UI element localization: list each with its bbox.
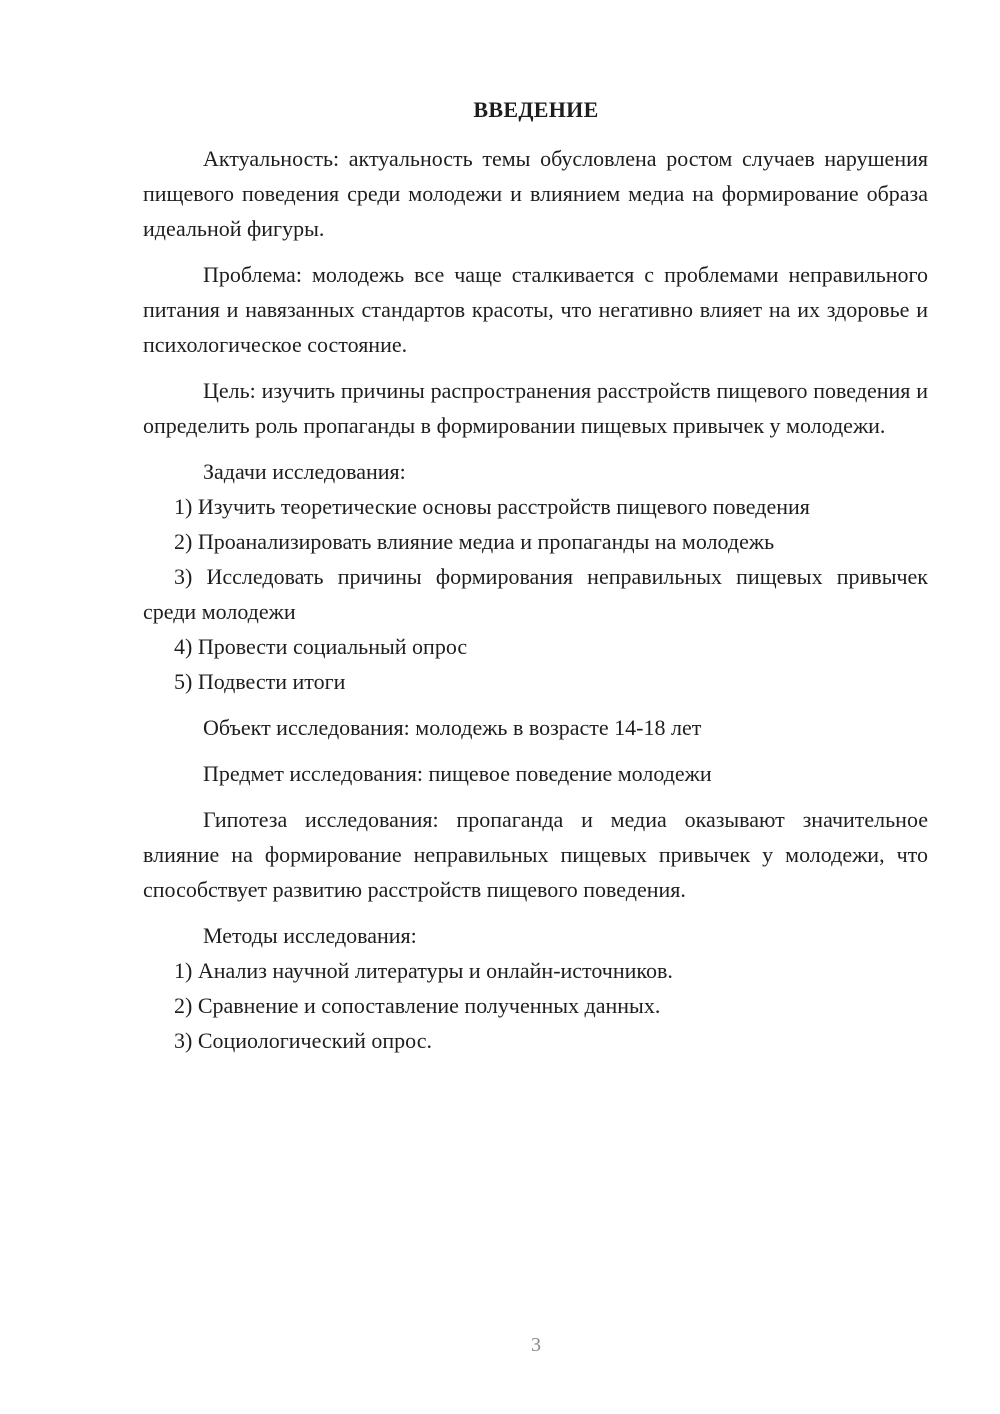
methods-heading: Методы исследования: (203, 923, 417, 948)
document-body (143, 141, 928, 1058)
hypothesis-paragraph: Гипотеза исследования: пропаганда и медиа оказывают значительное влияние на формирование неправильных пищевых привычек у молодежи, что способствует развитию расстройств пищевого поведения. (143, 807, 928, 902)
goal-paragraph: Цель: изучить причины распространения расстройств пищевого поведения и определить роль пропаганды в формировании пищевых привычек у молодежи. (143, 378, 928, 438)
task-item-4: 4) Провести социальный опрос (174, 634, 468, 659)
task-item-5: 5) Подвести итоги (174, 669, 346, 694)
task-item-2: 2) Проанализировать влияние медиа и пропаганды на молодежь (174, 529, 775, 554)
task-item-3: 3) Исследовать причины формирования неправильных пищевых привычек среди молодежи (143, 564, 928, 624)
relevance-paragraph: Актуальность: актуальность темы обусловлена ростом случаев нарушения пищевого поведения среди молодежи и влиянием медиа на формирование образа идеальной фигуры. (143, 146, 928, 241)
method-item-3: 3) Социологический опрос. (174, 1028, 432, 1053)
tasks-heading: Задачи исследования: (203, 459, 406, 484)
subject-paragraph: Предмет исследования: пищевое поведение молодежи (203, 761, 712, 786)
page-number: 3 (531, 1334, 541, 1356)
page-title: ВВЕДЕНИЕ (473, 97, 599, 122)
object-paragraph: Объект исследования: молодежь в возрасте 14-18 лет (203, 715, 702, 740)
problem-paragraph: Проблема: молодежь все чаще сталкивается с проблемами неправильного питания и навязанных стандартов красоты, что негативно влияет на их здоровье и психологическое состояние. (143, 262, 928, 357)
task-item-1: 1) Изучить теоретические основы расстройств пищевого поведения (174, 494, 810, 519)
method-item-1: 1) Анализ научной литературы и онлайн-источников. (174, 958, 673, 983)
method-item-2: 2) Сравнение и сопоставление полученных данных. (174, 993, 661, 1018)
